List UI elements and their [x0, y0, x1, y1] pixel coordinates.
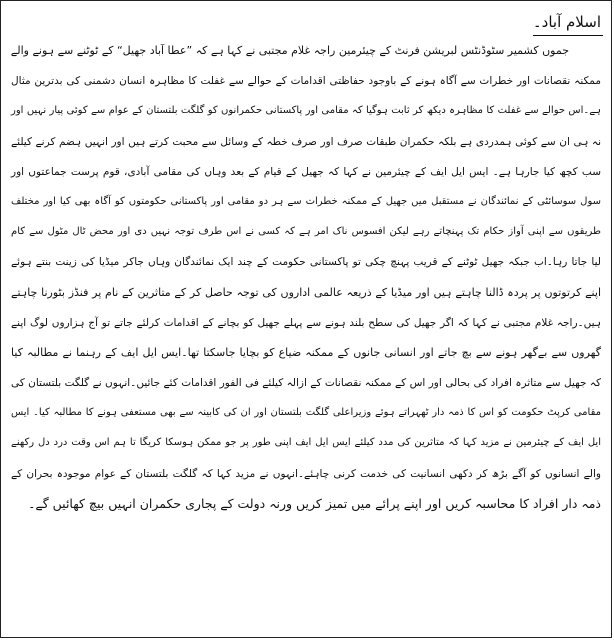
article-line: گھروں سے بےگھر ہونے سے بچ جاتے اور انسانی جانوں کے ممکنہ ضیاع کو بچایا جاسکتا تھا۔ایس ایل ایف کے رہنما نے مطالبہ کیا — [11, 345, 601, 359]
article-line: سول سوسائٹی کے نمائندگان نے مستقبل میں جھیل کے ممکنہ خطرات سے ہر دو مقامی اور پاکستانی حکومتوں کو آگاہ بھی کیا اور مختلف — [11, 195, 601, 207]
article-line: ہے۔اس حوالے سے غفلت کا مظاہرہ دیکھ کر ثابت ہوگیا کہ مقامی اور پاکستانی حکمرانوں کو گلگت بلتستان کے عوام سے کوئی پیار نہیں اور — [11, 105, 601, 117]
article-line: ذمہ دار افراد کا محاسبہ کریں اور اپنے پرائے میں تمیز کریں ورنہ دولت کے پجاری حکمران انہیں بیچ کھائیں گے۔ — [28, 495, 601, 511]
article-line: ہیں۔راجہ غلام مجتبی نے کہا کہ اگر جھیل کی سطح بلند ہونے سے پہلے جھیل کو بچانے کے اقدامات کرلئے جاتے تو آج ہزاروں لوگ اپنے — [11, 316, 601, 329]
article-line: طریقوں سے اپنی آواز حکام تک پہنچاتے رہے لیکن افسوس ناک امر ہے کہ کسی نے اس طرف توجہ نہیں دی اور محض ٹال مٹول سے کام — [11, 226, 601, 238]
article-line: والے انسانوں کو آگے بڑھ کر دکھی انسانیت کی خدمت کرنی چاہئے۔انہوں نے مزید کہا کہ گلگت بلتستان کے عوام موجودہ بحران کے — [11, 467, 601, 480]
article-line: ممکنہ نقصانات اور خطرات سے آگاہ ہونے کے باوجود حفاظتی اقدامات کے حوالے سے غفلت کا مظاہرہ انسان دشمنی کی بدترین مثال — [11, 75, 601, 88]
article-line: ایل ایف کے چیئرمین نے مزید کہا کہ متاثرین کی مدد کیلئے ایس ایل ایف اپنی طور پر جو ممکن ہوسکا کریگا تا ہم اس وقت درد دل رکھنے — [11, 437, 601, 449]
article-line: اپنے کرتوتوں پر پردہ ڈالنا چاہتے ہیں اور میڈیا کے ذریعہ عالمی اداروں کی توجہ حاصل کر کے متاثرین کے نام پر فنڈز بٹورنا چاہتے — [11, 285, 601, 299]
article-line: لیا جاتا رہا۔اب جبکہ جھیل ٹوٹنے کے قریب پہنچ چکی تو پاکستانی حکومت کے چند ایک نمائندگان وہاں جاکر میڈیا کی زینت بنتے ہوئے — [11, 256, 601, 269]
article-line: جموں کشمیر سٹوڈنٹس لبریشن فرنٹ کے چیئرمین راجہ غلام مجتبی نے کہا ہے کہ ”عطا آباد جھیل“ کے ٹوٹنے سے ہونے والے — [10, 44, 569, 57]
article-line: نہ ہی ان سے کوئی ہمدردی ہے بلکہ حکمران طبقات صرف اور صرف خطہ کے وسائل سے محبت کرتے ہیں اور انہیں ہضم کرنے کیلئے — [11, 135, 601, 148]
article-line: سب کچھ کیا جارہا ہے۔ ایس ایل ایف کے چیئرمین نے کہا کہ جھیل کے قیام کے بعد وہاں کی مقامی آبادی، قوم پرست جماعتوں اور — [11, 165, 601, 178]
article-line: مقامی کرپٹ حکومت کو اس کا ذمہ دار ٹھہراتے ہوئے وزیراعلی گلگت بلتستان اور ان کی کابینہ سے بھی مستعفی ہونے کا مطالبہ کیا۔ ایس — [11, 407, 601, 419]
dateline: اسلام آباد۔ — [533, 9, 603, 36]
article-line: کہ جھیل سے متاثرہ افراد کی بحالی اور اس کے ممکنہ نقصانات کے ازالہ کیلئے فی الفور اقدامات کئے جائیں۔انہوں نے گلگت بلتستان کی — [11, 377, 601, 390]
